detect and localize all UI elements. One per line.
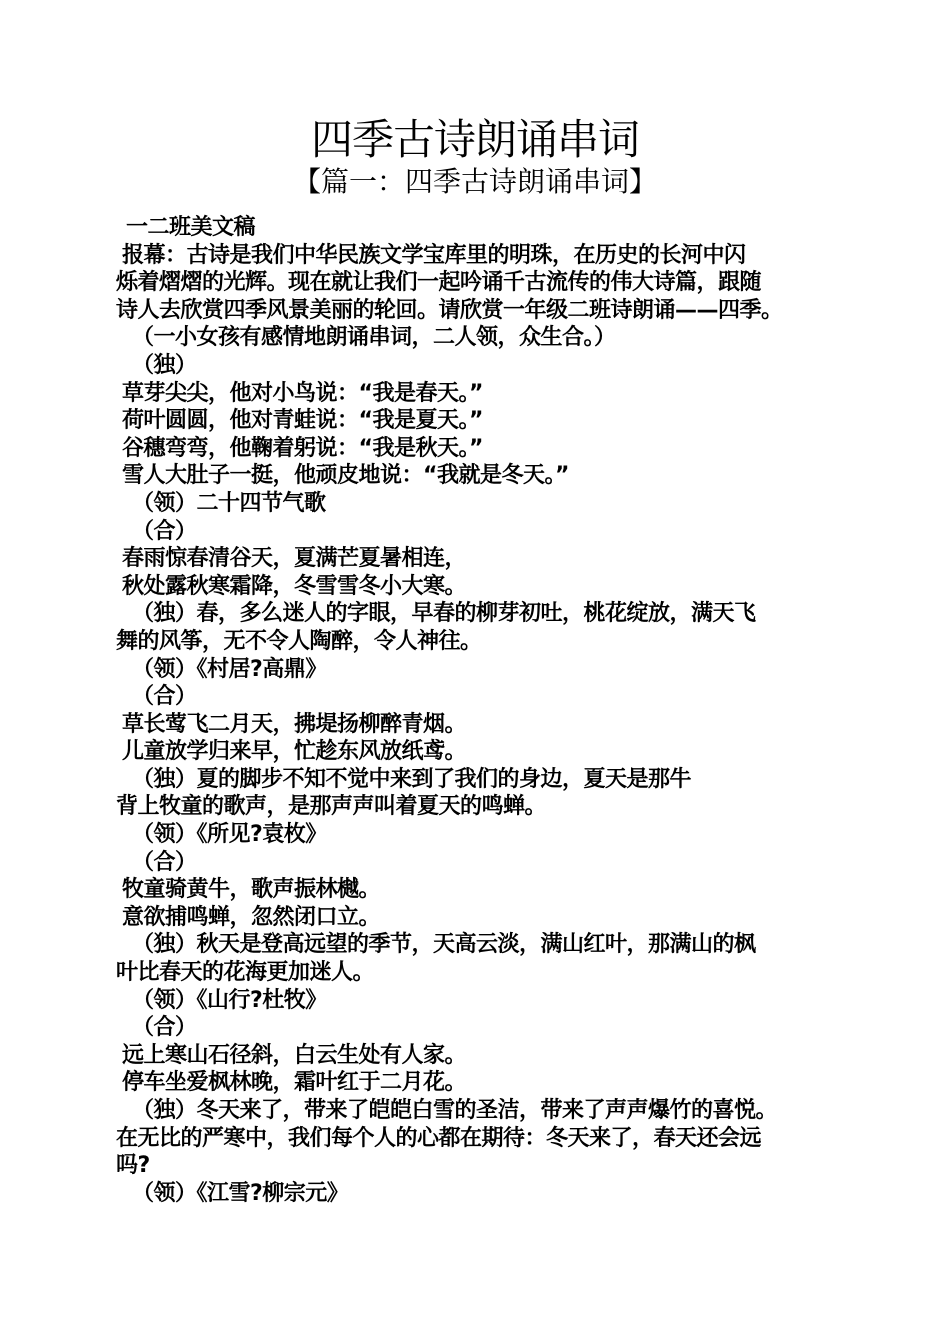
document-body bbox=[116, 214, 876, 1207]
text-line: （合） bbox=[132, 518, 197, 544]
text-line: 儿童放学归来早，忙趁东风放纸鸢。 bbox=[122, 739, 467, 765]
text-line: 烁着熠熠的光辉。现在就让我们一起吟诵千古流传的伟大诗篇，跟随 bbox=[116, 270, 762, 296]
text-line: 吗? bbox=[116, 1153, 150, 1179]
text-line: 荷叶圆圆，他对青蛙说：“我是夏天。” bbox=[122, 408, 483, 434]
text-line: （一小女孩有感情地朗诵串词，二人领，众生合。） bbox=[132, 325, 616, 351]
text-line: （领）《所见?袁枚》 bbox=[132, 822, 327, 848]
text-line: （领）二十四节气歌 bbox=[132, 490, 326, 516]
text-line: （独）秋天是登高远望的季节，天高云淡，满山红叶，那满山的枫 bbox=[132, 932, 756, 958]
text-line: （独）冬天来了，带来了皑皑白雪的圣洁，带来了声声爆竹的喜悦。 bbox=[132, 1098, 778, 1123]
text-line: 意欲捕鸣蝉，忽然闭口立。 bbox=[122, 904, 381, 930]
text-line: （合） bbox=[132, 1015, 197, 1041]
section-heading: 一二班美文稿 bbox=[126, 215, 256, 240]
text-line: （领）《村居?高鼎》 bbox=[132, 656, 327, 682]
text-line: 在无比的严寒中，我们每个人的心都在期待：冬天来了，春天还会远 bbox=[116, 1125, 762, 1151]
document-subtitle: 【篇一：四季古诗朗诵串词】 bbox=[292, 165, 657, 198]
text-line: 远上寒山石径斜，白云生处有人家。 bbox=[122, 1042, 467, 1068]
text-line: 背上牧童的歌声，是那声声叫着夏天的鸣蝉。 bbox=[116, 794, 547, 820]
document-title: 四季古诗朗诵串词 bbox=[310, 115, 639, 164]
text-line: 秋处露秋寒霜降，冬雪雪冬小大寒。 bbox=[122, 573, 467, 599]
text-line: （独）春，多么迷人的字眼，早春的柳芽初吐，桃花绽放，满天飞 bbox=[132, 601, 756, 627]
text-line: 草芽尖尖，他对小鸟说：“我是春天。” bbox=[122, 380, 483, 406]
text-line: 报幕：古诗是我们中华民族文学宝库里的明珠，在历史的长河中闪 bbox=[122, 242, 746, 268]
text-line: （独） bbox=[132, 352, 197, 378]
text-line: （领）《江雪?柳宗元》 bbox=[132, 1180, 349, 1206]
text-line: 叶比春天的花海更加迷人。 bbox=[116, 960, 375, 986]
text-line: 舞的风筝，无不令人陶醉，令人神往。 bbox=[116, 628, 482, 654]
text-line: 雪人大肚子一挺，他顽皮地说：“我就是冬天。” bbox=[122, 463, 569, 489]
text-line: 诗人去欣赏四季风景美丽的轮回。请欣赏一年级二班诗朗诵——四季。 bbox=[116, 297, 783, 323]
text-line: （领）《山行?杜牧》 bbox=[132, 987, 327, 1013]
text-line: （合） bbox=[132, 684, 197, 710]
text-line: 春雨惊春清谷天，夏满芒夏暑相连， bbox=[122, 546, 467, 572]
text-line: （合） bbox=[132, 849, 197, 875]
text-line: 停车坐爱枫林晚，霜叶红于二月花。 bbox=[122, 1070, 467, 1096]
text-line: 谷穗弯弯，他鞠着躬说：“我是秋天。” bbox=[122, 435, 483, 461]
text-line: 牧童骑黄牛，歌声振林樾。 bbox=[122, 877, 381, 903]
text-line: （独）夏的脚步不知不觉中来到了我们的身边，夏天是那牛 bbox=[132, 766, 692, 792]
text-line: 草长莺飞二月天，拂堤扬柳醉青烟。 bbox=[122, 711, 467, 737]
